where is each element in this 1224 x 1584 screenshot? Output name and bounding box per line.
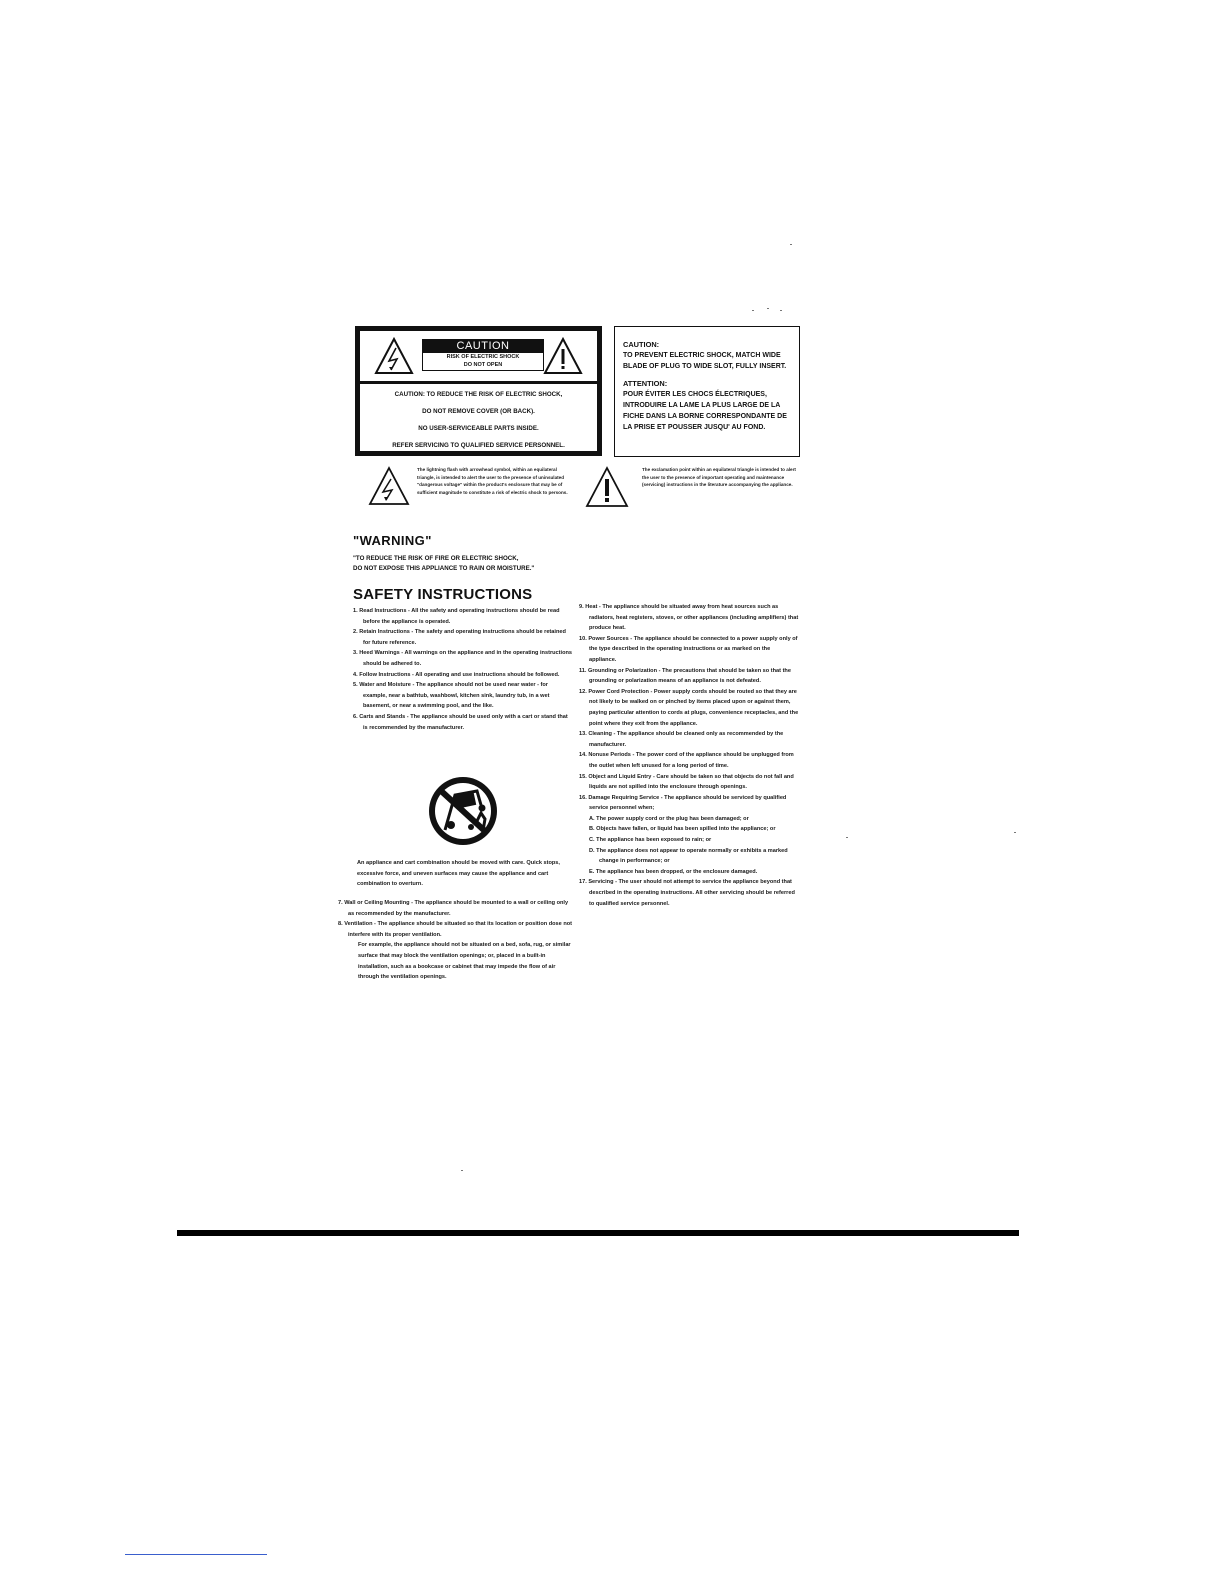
caution-label-header <box>360 331 597 384</box>
safety-list-left-top <box>353 606 573 733</box>
list-item: 3. Heed Warnings - All warnings on the appliance and in the operating instructions should be adhered to. <box>353 650 573 667</box>
lightning-triangle-icon <box>374 337 414 375</box>
plug-attention-heading: ATTENTION: <box>623 379 668 388</box>
cart-tip-over-icon <box>425 775 501 847</box>
list-item: 4. Follow Instructions - All operating and use instructions should be followed. <box>353 671 560 678</box>
list-subitem: E. The appliance has been dropped, or the enclosure damaged. <box>589 868 758 875</box>
caution-line: NO USER-SERVICEABLE PARTS INSIDE. <box>418 425 539 432</box>
list-item: 10. Power Sources - The appliance should be connected to a power supply only of the type described in the operating instructions or as marked on the appliance. <box>579 635 798 663</box>
list-item: 15. Object and Liquid Entry - Care should be taken so that objects do not fall and liquids are not spilled into the enclosure through openings. <box>579 773 794 791</box>
plug-caution-box <box>614 326 800 457</box>
scan-speck <box>752 310 754 311</box>
list-item: 13. Cleaning - The appliance should be cleaned only as recommended by the manufacturer. <box>579 731 784 748</box>
safety-list-right <box>579 602 799 909</box>
plug-attention-text: POUR ÉVITER LES CHOCS ÉLECTRIQUES, INTRODUIRE LA LAME LA PLUS LARGE DE LA FICHE DANS LA BORNE CORRESPONDANTE DE LA PRISE ET POUSSER JUSQU' AU FOND. <box>623 391 787 431</box>
scan-speck <box>780 310 782 311</box>
list-item: 6. Carts and Stands - The appliance should be used only with a cart or stand that is recommended by the manufacturer. <box>353 713 568 731</box>
caution-line: CAUTION: TO REDUCE THE RISK OF ELECTRIC SHOCK, <box>394 391 563 398</box>
caution-banner <box>422 339 544 371</box>
caution-banner-title: CAUTION <box>423 340 543 353</box>
scan-speck <box>790 244 792 245</box>
list-subitem: C. The appliance has been exposed to rain; or <box>589 837 712 844</box>
list-item: 11. Grounding or Polarization - The precautions that should be taken so that the grounding or polarization means of an appliance is not defeated. <box>579 667 791 685</box>
exclamation-triangle-icon <box>543 337 583 375</box>
caution-banner-line: RISK OF ELECTRIC SHOCK <box>446 354 520 360</box>
safety-instructions-heading: SAFETY INSTRUCTIONS <box>353 586 533 603</box>
list-subitem: D. The appliance does not appear to operate normally or exhibits a marked change in performance; or <box>589 847 788 865</box>
list-item-continued: For example, the appliance should not be situated on a bed, sofa, rug, or similar surface that may block the ventilation openings; or, placed in a built-in installation, such as a bookcase or cabinet that may impede the flow of air through the ventilation openings. <box>358 942 571 981</box>
list-item: 16. Damage Requiring Service - The appliance should be serviced by qualified service personnel when; <box>579 794 787 812</box>
plug-caution-text: TO PREVENT ELECTRIC SHOCK, MATCH WIDE BLADE OF PLUG TO WIDE SLOT, FULLY INSERT. <box>623 352 787 370</box>
warning-text <box>353 554 534 574</box>
caution-label-lines <box>360 389 597 457</box>
list-item: 9. Heat - The appliance should be situated away from heat sources such as radiators, heat registers, stoves, or other appliances (including amplifiers) that produce heat. <box>579 604 799 632</box>
caution-label-box <box>355 326 602 456</box>
safety-list-left-bottom <box>338 898 573 983</box>
scan-speck <box>767 308 769 309</box>
list-item: 14. Nonuse Periods - The power cord of the appliance should be unplugged from the outlet when left unused for a long period of time. <box>579 752 794 769</box>
lightning-symbol-explanation: The lightning flash with arrowhead symbol, within an equilateral triangle, is intended to alert the user to the presence of uninsulated "dangerous voltage" within the product's enclosure that may be of sufficient magnitude to constitute a risk of electric shock to persons. <box>417 467 568 495</box>
list-item: 17. Servicing - The user should not attempt to service the appliance beyond that described in the operating instructions. All other servicing should be referred to qualified service personnel. <box>579 879 795 907</box>
caution-banner-line: DO NOT OPEN <box>463 362 503 368</box>
scan-speck <box>846 837 848 838</box>
list-item: 5. Water and Moisture - The appliance should not be used near water - for example, near a bathtub, washbowl, kitchen sink, laundry tub, in a wet basement, or near a swimming pool, and the like. <box>353 682 550 710</box>
cart-caption: An appliance and cart combination should be moved with care. Quick stops, excessive force, and uneven surfaces may cause the appliance and cart combination to overturn. <box>357 860 560 888</box>
list-item: 1. Read Instructions - All the safety and operating instructions should be read before the appliance is operated. <box>353 608 560 625</box>
list-item: 7. Wall or Ceiling Mounting - The appliance should be mounted to a wall or ceiling only as recommended by the manufacturer. <box>338 900 569 917</box>
list-item: 8. Ventilation - The appliance should be situated so that its location or position dose not interfere with its proper ventilation. <box>338 921 573 938</box>
bottom-rule <box>177 1230 1019 1236</box>
list-subitem: B. Objects have fallen, or liquid has been spilled into the appliance; or <box>589 826 776 833</box>
warning-heading: "WARNING" <box>353 533 432 548</box>
caution-line: DO NOT REMOVE COVER (OR BACK). <box>422 408 535 415</box>
exclamation-warning-icon <box>585 466 629 508</box>
scan-speck <box>461 1170 463 1171</box>
lightning-warning-icon <box>368 466 410 506</box>
warning-line: "TO REDUCE THE RISK OF FIRE OR ELECTRIC SHOCK, <box>353 555 519 562</box>
list-subitem: A. The power supply cord or the plug has been damaged; or <box>589 815 749 822</box>
footer-rule <box>125 1554 267 1555</box>
list-item: 2. Retain Instructions - The safety and operating instructions should be retained for future reference. <box>353 629 566 646</box>
scan-speck <box>1014 832 1016 833</box>
caution-line: REFER SERVICING TO QUALIFIED SERVICE PERSONNEL. <box>392 442 565 449</box>
warning-line: DO NOT EXPOSE THIS APPLIANCE TO RAIN OR MOISTURE." <box>353 565 535 572</box>
plug-caution-heading: CAUTION: <box>623 340 660 349</box>
exclamation-symbol-explanation: The exclamation point within an equilateral triangle is intended to alert the user to the presence of important operating and maintenance (servicing) instructions in the literature accompanying the appliance. <box>642 467 796 488</box>
list-item: 12. Power Cord Protection - Power supply cords should be routed so that they are not likely to be walked on or pinched by items placed upon or against them, paying particular attention to cords at plugs, convenience receptacles, and the point where they exit from the appliance. <box>579 688 799 727</box>
